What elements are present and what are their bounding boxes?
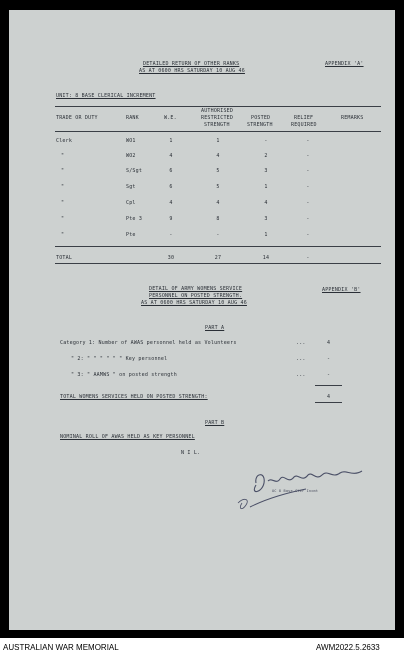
part-b-label: PART B [205, 420, 225, 426]
total-we: 30 [167, 255, 175, 261]
awas-total-value: 4 [327, 394, 331, 400]
appendix-a-label: APPENDIX 'A' [325, 61, 364, 67]
category-1-text: Category 1: Number of AWAS personnel held as Volunteers [60, 340, 237, 346]
cell-relief: - [306, 232, 310, 238]
table-header-rule [55, 131, 381, 132]
cell-relief: - [306, 153, 310, 159]
category-1-value: 4 [327, 340, 331, 346]
cell-posted: - [264, 138, 268, 144]
total-top-rule [55, 246, 381, 247]
cell-rank: Cpl [126, 200, 136, 206]
cell-posted: 3 [264, 216, 268, 222]
cell-relief: - [306, 138, 310, 144]
return-title-line2: AS AT 0600 HRS SATURDAY 10 AUG 46 [139, 68, 245, 74]
cell-posted: 2 [264, 153, 268, 159]
footer-right-label: AWM2022.5.2633 [316, 643, 380, 652]
category-2-dots: ... [296, 356, 306, 362]
cell-rank: Pte 3 [126, 216, 143, 222]
col-header-auth-3: STRENGTH [204, 122, 230, 128]
col-header-remarks: REMARKS [341, 115, 364, 121]
cell-auth: 4 [216, 153, 220, 159]
nominal-roll-heading: NOMINAL ROLL OF AWAS HELD AS KEY PERSONNEL [60, 434, 195, 440]
total-label: TOTAL [56, 255, 73, 261]
col-header-rank: RANK [126, 115, 139, 121]
cell-we: 6 [169, 168, 173, 174]
nil-text: N I L. [181, 450, 201, 456]
cell-auth: 1 [216, 138, 220, 144]
cell-relief: - [306, 168, 310, 174]
cell-rank: WO1 [126, 138, 136, 144]
cell-trade: " [61, 216, 65, 222]
cell-auth: 8 [216, 216, 220, 222]
cell-trade: Clerk [56, 138, 73, 144]
awas-title-line2: PERSONNEL ON POSTED STRENGTH. [149, 293, 243, 299]
col-header-posted-2: STRENGTH [247, 122, 273, 128]
cell-trade: " [61, 232, 65, 238]
total-bottom-rule [55, 263, 381, 264]
category-3-value: - [327, 372, 331, 378]
col-header-auth-1: AUTHORISED [201, 108, 234, 114]
cell-we: 9 [169, 216, 173, 222]
signature-stamp-text: OC 8 Base Cler Incmt [272, 489, 319, 493]
col-header-trade: TRADE OR DUTY [56, 115, 98, 121]
cell-we: 6 [169, 184, 173, 190]
awas-total-top-rule [315, 385, 342, 386]
cell-relief: - [306, 184, 310, 190]
cell-auth: - [216, 232, 220, 238]
category-2-text: " 2: " " " " " " Key personnel [71, 356, 168, 362]
total-posted: 14 [262, 255, 270, 261]
awas-title-line3: AS AT 0600 HRS SATURDAY 10 AUG 46 [141, 300, 247, 306]
part-a-label: PART A [205, 325, 225, 331]
cell-we: - [169, 232, 173, 238]
cell-rank: Pte [126, 232, 136, 238]
cell-we: 4 [169, 200, 173, 206]
return-title-line1: DETAILED RETURN OF OTHER RANKS [143, 61, 240, 67]
total-relief: - [306, 255, 310, 261]
col-header-relief-1: RELIEF [294, 115, 314, 121]
cell-trade: " [61, 200, 65, 206]
appendix-b-label: APPENDIX 'B' [322, 287, 361, 293]
col-header-we: W.E. [164, 115, 177, 121]
category-2-value: - [327, 356, 331, 362]
awas-total-label: TOTAL WOMENS SERVICES HELD ON POSTED STRENGTH: [60, 394, 208, 400]
footer-left-label: AUSTRALIAN WAR MEMORIAL [3, 643, 119, 652]
col-header-posted-1: POSTED [251, 115, 271, 121]
awas-total-bottom-rule [315, 402, 342, 403]
cell-trade: " [61, 184, 65, 190]
cell-rank: WO2 [126, 153, 136, 159]
category-3-text: " 3: " AAMWS " on posted strength [71, 372, 177, 378]
category-1-dots: ... [296, 340, 306, 346]
cell-we: 1 [169, 138, 173, 144]
cell-trade: " [61, 168, 65, 174]
table-top-rule [55, 106, 381, 107]
cell-posted: 3 [264, 168, 268, 174]
cell-rank: S/Sgt [126, 168, 143, 174]
cell-relief: - [306, 200, 310, 206]
cell-auth: 5 [216, 168, 220, 174]
col-header-relief-2: REQUIRED [291, 122, 317, 128]
cell-posted: 1 [264, 232, 268, 238]
cell-relief: - [306, 216, 310, 222]
cell-trade: " [61, 153, 65, 159]
cell-rank: Sgt [126, 184, 136, 190]
awas-title-line1: DETAIL OF ARMY WOMENS SERVICE [149, 286, 243, 292]
cell-auth: 4 [216, 200, 220, 206]
col-header-auth-2: RESTRICTED [201, 115, 234, 121]
cell-posted: 4 [264, 200, 268, 206]
document-sheet [9, 10, 395, 630]
unit-line: UNIT: 8 BASE CLERICAL INCREMENT [56, 93, 156, 99]
cell-we: 4 [169, 153, 173, 159]
cell-auth: 5 [216, 184, 220, 190]
total-auth: 27 [214, 255, 222, 261]
category-3-dots: ... [296, 372, 306, 378]
cell-posted: 1 [264, 184, 268, 190]
